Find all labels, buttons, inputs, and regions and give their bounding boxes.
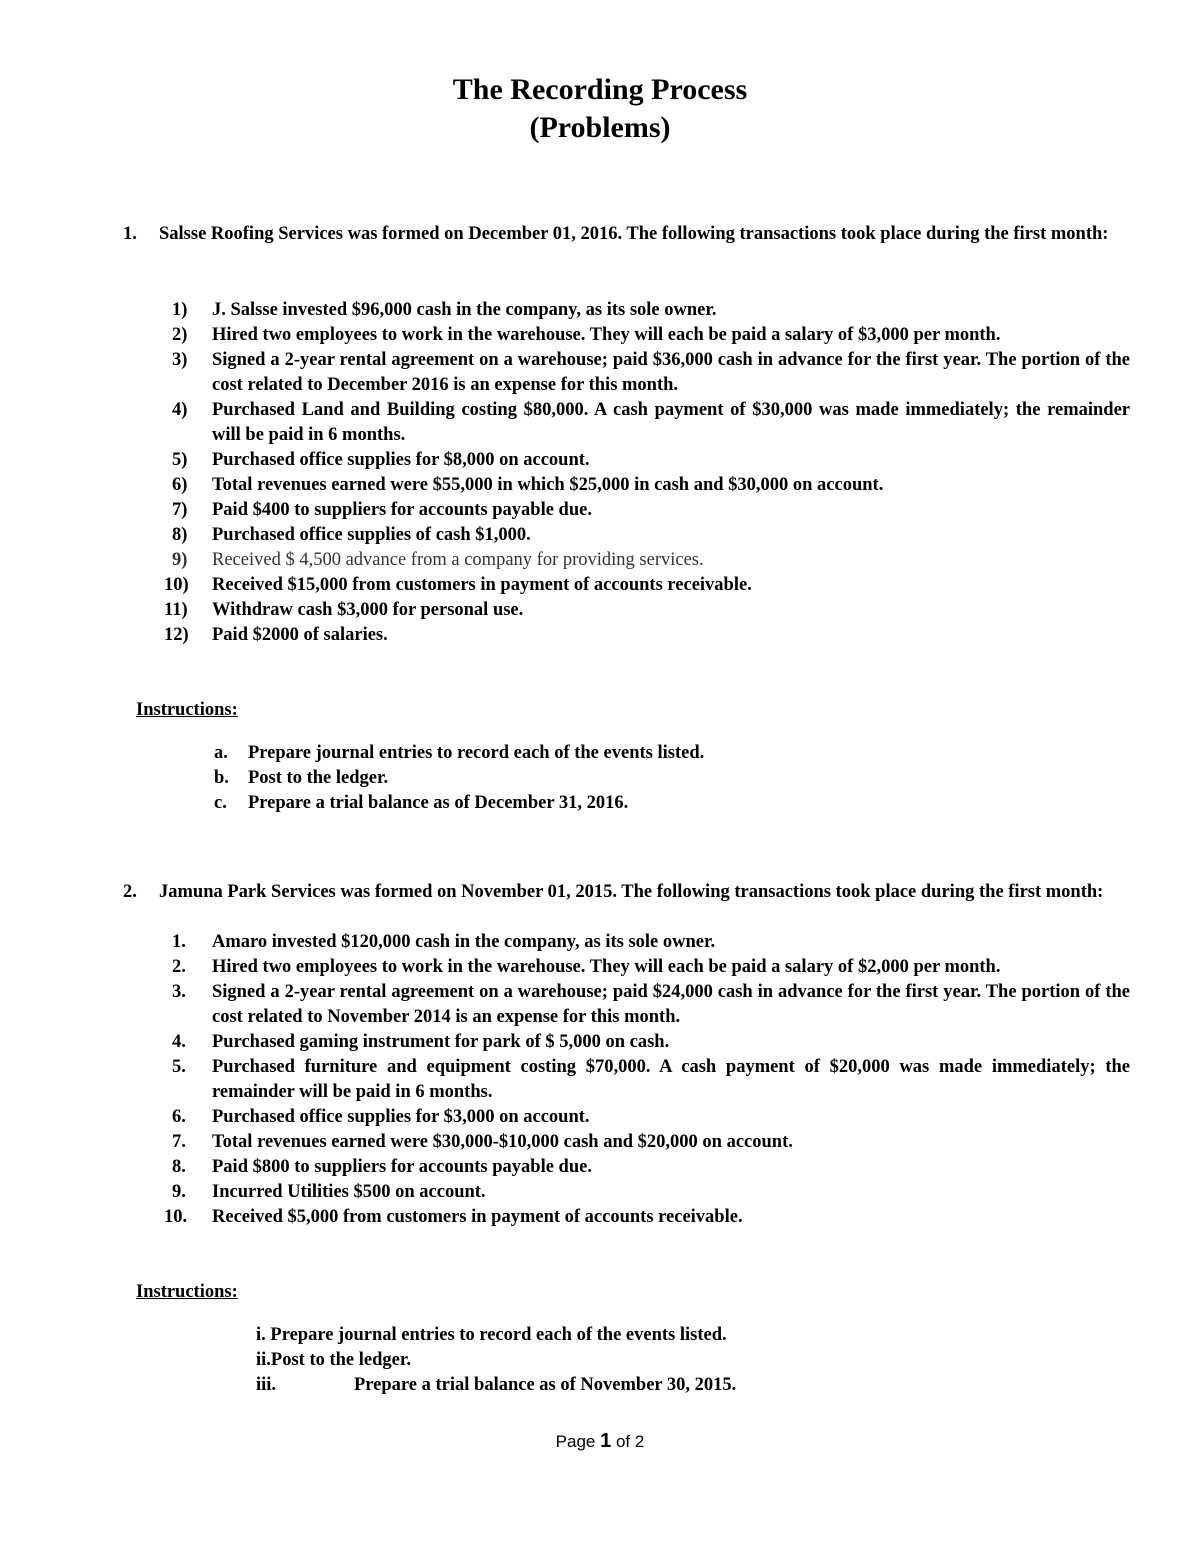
list-item: 9) Received $ 4,500 advance from a company for providing services. bbox=[172, 550, 704, 570]
page-label: Page bbox=[555, 1432, 596, 1451]
list-item: 5) Purchased office supplies for $8,000 on account. bbox=[172, 450, 590, 470]
list-item: c. Prepare a trial balance as of December 31, 2016. bbox=[214, 793, 629, 813]
problem-1-instructions-heading: Instructions: bbox=[136, 700, 238, 720]
total-pages: 2 bbox=[634, 1432, 645, 1451]
list-item: 6) Total revenues earned were $55,000 in which $25,000 in cash and $30,000 on account. bbox=[172, 475, 884, 495]
list-item: 2. Hired two employees to work in the warehouse. They will each be paid a salary of $2,000 per month. bbox=[172, 957, 1001, 977]
list-item: a. Prepare journal entries to record each of the events listed. bbox=[214, 743, 705, 763]
page-footer bbox=[0, 1430, 1200, 1453]
list-item: 8) Purchased office supplies of cash $1,000. bbox=[172, 525, 531, 545]
list-item: 10. Received $5,000 from customers in payment of accounts receivable. bbox=[164, 1207, 743, 1227]
problem-1-intro: Salsse Roofing Services was formed on December 01, 2016. The following transactions took place during the first month: bbox=[159, 224, 1109, 244]
page-separator: of bbox=[615, 1432, 631, 1451]
list-item: 5. Purchased furniture and equipment costing $70,000. A cash payment of $20,000 was made immediately; the remainder will be paid in 6 months. bbox=[172, 1057, 1130, 1102]
list-item: iii. Prepare a trial balance as of November 30, 2015. bbox=[256, 1375, 737, 1395]
page-title: The Recording Process bbox=[452, 73, 748, 106]
list-item: b. Post to the ledger. bbox=[214, 768, 389, 788]
problem-2-instructions-heading: Instructions: bbox=[136, 1282, 238, 1302]
list-item: 2) Hired two employees to work in the warehouse. They will each be paid a salary of $3,000 per month. bbox=[172, 325, 1001, 345]
list-item: 10) Received $15,000 from customers in payment of accounts receivable. bbox=[164, 575, 752, 595]
list-item: 4) Purchased Land and Building costing $80,000. A cash payment of $30,000 was made immediately; the remainder will be paid in 6 months. bbox=[172, 400, 1130, 445]
problem-2-number: 2. bbox=[123, 882, 137, 902]
list-item: 1) J. Salsse invested $96,000 cash in the company, as its sole owner. bbox=[172, 300, 717, 320]
list-item: 6. Purchased office supplies for $3,000 on account. bbox=[172, 1107, 590, 1127]
problem-1-transactions bbox=[164, 298, 1130, 648]
list-item: 8. Paid $800 to suppliers for accounts payable due. bbox=[172, 1157, 592, 1177]
problem-2-intro: Jamuna Park Services was formed on November 01, 2015. The following transactions took place during the first month: bbox=[159, 882, 1104, 902]
list-item: 7) Paid $400 to suppliers for accounts payable due. bbox=[172, 500, 592, 520]
list-item: 3) Signed a 2-year rental agreement on a warehouse; paid $36,000 cash in advance for the first year. The portion of the cost related to December 2016 is an expense for this month. bbox=[172, 350, 1130, 395]
problem-1-number: 1. bbox=[123, 224, 137, 244]
list-item: 1. Amaro invested $120,000 cash in the company, as its sole owner. bbox=[172, 932, 716, 952]
problem-2-transactions bbox=[164, 930, 1130, 1230]
current-page-number: 1 bbox=[600, 1430, 612, 1452]
page-subtitle: (Problems) bbox=[529, 111, 671, 144]
problem-2-instructions bbox=[256, 1323, 736, 1398]
list-item: ii.Post to the ledger. bbox=[256, 1350, 412, 1370]
list-item: 11) Withdraw cash $3,000 for personal use. bbox=[164, 600, 524, 620]
problem-1-instructions bbox=[214, 741, 704, 816]
list-item: 9. Incurred Utilities $500 on account. bbox=[172, 1182, 486, 1202]
list-item: 12) Paid $2000 of salaries. bbox=[164, 625, 388, 645]
list-item: 4. Purchased gaming instrument for park of $ 5,000 on cash. bbox=[172, 1032, 670, 1052]
list-item: 7. Total revenues earned were $30,000-$10,000 cash and $20,000 on account. bbox=[172, 1132, 793, 1152]
list-item: 3. Signed a 2-year rental agreement on a warehouse; paid $24,000 cash in advance for the first year. The portion of the cost related to November 2014 is an expense for this month. bbox=[172, 982, 1130, 1027]
list-item: i. Prepare journal entries to record each of the events listed. bbox=[256, 1325, 727, 1345]
